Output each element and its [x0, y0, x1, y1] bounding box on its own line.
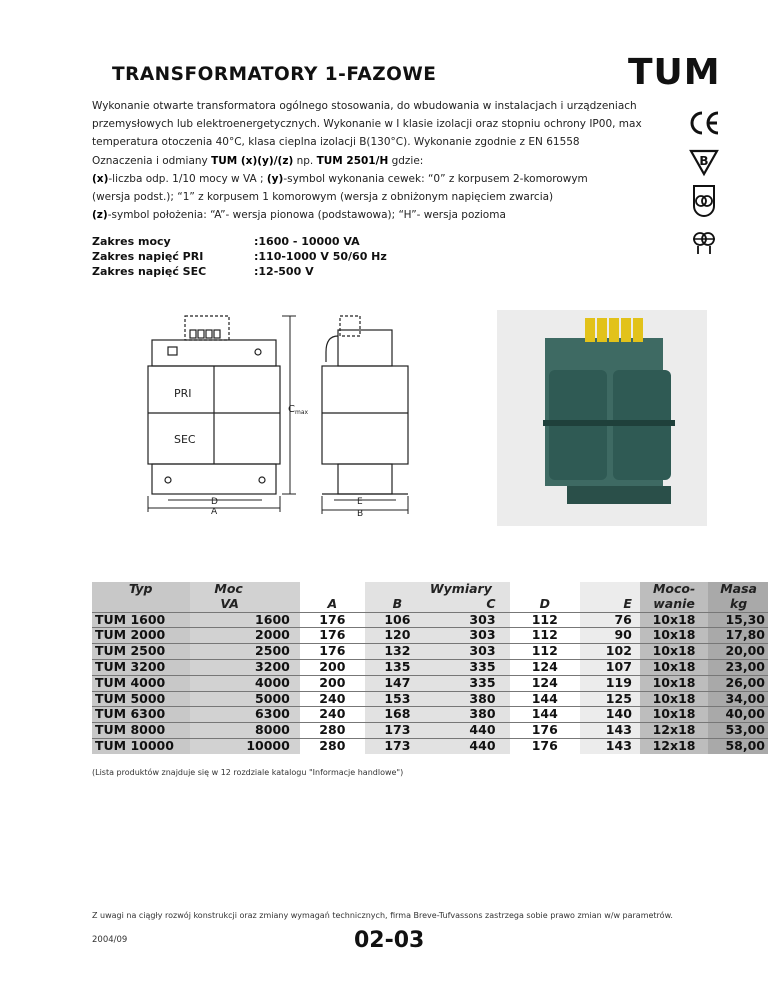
table-header-row [92, 597, 768, 612]
cell-d: 144 [510, 707, 580, 723]
cell-a: 176 [300, 644, 365, 660]
table-row [92, 723, 768, 739]
cell-d: 176 [510, 738, 580, 753]
table-row [92, 675, 768, 691]
cell-typ: TUM 4000 [92, 675, 190, 691]
spec-table [92, 582, 768, 754]
cell-a: 280 [300, 738, 365, 753]
designation-example: TUM 2501/H [316, 154, 389, 167]
cell-masa: 26,00 [708, 675, 768, 691]
intro-line: przemysłowych lub elektroenergetycznych. Wykonanie w I klasie izolacji oraz stopniu ochrony IP00, max [92, 118, 642, 131]
symbol-x: (x) [92, 172, 109, 185]
intro-text-fragment: gdzie: [388, 154, 424, 167]
cell-moc: 2000 [190, 628, 299, 644]
cell-mocowanie: 10x18 [640, 628, 708, 644]
short-circuit-proof-icon [690, 226, 718, 256]
header-spacer [300, 582, 365, 597]
secondary-winding-label: SEC [174, 433, 196, 446]
cell-a: 280 [300, 723, 365, 739]
intro-line: temperatura otoczenia 40°C, klasa cieplna izolacji B(130°C). Wykonanie zgodnie z EN 61558 [92, 136, 580, 149]
cell-mocowanie: 10x18 [640, 691, 708, 707]
cell-typ: TUM 6300 [92, 707, 190, 723]
header-b: B [365, 597, 430, 612]
cell-e: 143 [580, 723, 640, 739]
header-spacer [92, 597, 190, 612]
table-row [92, 738, 768, 753]
table-row [92, 644, 768, 660]
cell-b: 120 [365, 628, 430, 644]
spec-label: Zakres mocy [92, 235, 171, 248]
header-moc: Moc [190, 582, 299, 597]
cell-e: 140 [580, 707, 640, 723]
side-view-drawing [288, 312, 418, 519]
cell-masa: 53,00 [708, 723, 768, 739]
intro-line: Wykonanie otwarte transformatora ogólnego stosowania, do wbudowania w instalacjach i urządzeniach [92, 100, 637, 112]
header-spacer [510, 582, 580, 597]
table-row [92, 628, 768, 644]
intro-line [92, 170, 652, 188]
table-row [92, 659, 768, 675]
intro-text-fragment: -liczba odp. 1/10 mocy w VA ; [108, 172, 267, 185]
table-row [92, 691, 768, 707]
cell-masa: 40,00 [708, 707, 768, 723]
cell-a: 200 [300, 659, 365, 675]
ce-mark-icon [687, 110, 721, 136]
dimension-a-label: A [211, 507, 218, 517]
b-certification-icon [688, 148, 720, 176]
spec-label: Zakres napięć PRI [92, 250, 204, 263]
cell-e: 90 [580, 628, 640, 644]
header-d: D [510, 597, 580, 612]
dimension-cmax-label [288, 404, 309, 416]
cell-b: 147 [365, 675, 430, 691]
spec-label: Zakres napięć SEC [92, 265, 207, 278]
header-spacer [580, 582, 640, 597]
intro-text-fragment: np. [293, 154, 317, 167]
symbol-z: (z) [92, 209, 108, 222]
spec-ranges [92, 234, 387, 279]
cmax-main: C [288, 404, 295, 415]
cell-b: 132 [365, 644, 430, 660]
header-moco-2: wanie [640, 597, 708, 612]
cell-e: 143 [580, 738, 640, 753]
issue-date: 2004/09 [92, 935, 128, 945]
cell-masa: 23,00 [708, 659, 768, 675]
cell-e: 76 [580, 612, 640, 628]
cell-c: 303 [430, 612, 510, 628]
cell-d: 144 [510, 691, 580, 707]
cell-moc: 4000 [190, 675, 299, 691]
dimension-d-label: D [211, 497, 218, 507]
cell-d: 112 [510, 628, 580, 644]
cell-e: 119 [580, 675, 640, 691]
header-masa: Masa [708, 582, 768, 597]
cell-b: 173 [365, 738, 430, 753]
cell-c: 440 [430, 738, 510, 753]
cell-c: 335 [430, 675, 510, 691]
cell-d: 124 [510, 675, 580, 691]
intro-text-fragment: -symbol położenia: “A”- wersja pionowa (podstawowa); “H”- wersja pozioma [107, 209, 506, 222]
certification-marks [680, 110, 728, 256]
svg-text:B: B [699, 154, 709, 168]
page-title: TRANSFORMATORY 1-FAZOWE [112, 64, 437, 85]
footer-disclaimer: Z uwagi na ciągły rozwój konstrukcji oraz zmiany wymagań technicznych, firma Breve-Tufvassons zastrzega sobie prawo zmian w/w parametrów. [92, 911, 673, 920]
header-e: E [580, 597, 640, 612]
product-photo [497, 310, 707, 526]
cell-typ: TUM 1600 [92, 612, 190, 628]
product-code: TUM [628, 52, 721, 93]
header-a: A [300, 597, 365, 612]
dimension-b-label: B [357, 509, 364, 519]
cell-typ: TUM 2000 [92, 628, 190, 644]
cell-moc: 5000 [190, 691, 299, 707]
cell-a: 176 [300, 628, 365, 644]
cell-masa: 17,80 [708, 628, 768, 644]
cell-mocowanie: 12x18 [640, 723, 708, 739]
cell-e: 107 [580, 659, 640, 675]
cell-moc: 6300 [190, 707, 299, 723]
intro-text-fragment: Oznaczenia i odmiany [92, 154, 212, 167]
cell-c: 380 [430, 707, 510, 723]
cell-mocowanie: 10x18 [640, 612, 708, 628]
cell-d: 124 [510, 659, 580, 675]
intro-line: (wersja podst.); “1” z korpusem 1 komorowym (wersja z obniżonym napięciem zwarcia) [92, 191, 554, 204]
intro-line [92, 152, 652, 170]
cell-mocowanie: 10x18 [640, 675, 708, 691]
intro-text-fragment: -symbol wykonania cewek: “0” z korpusem 2-komorowym [283, 172, 588, 185]
header-moco-1: Moco- [640, 582, 708, 597]
header-wymiary: Wymiary [430, 582, 510, 597]
cell-c: 303 [430, 628, 510, 644]
cell-b: 106 [365, 612, 430, 628]
spec-value: :1600 - 10000 VA [254, 235, 360, 248]
cell-mocowanie: 10x18 [640, 644, 708, 660]
spec-row [92, 264, 387, 279]
cell-e: 102 [580, 644, 640, 660]
cell-c: 380 [430, 691, 510, 707]
cell-d: 112 [510, 644, 580, 660]
front-view-drawing [138, 312, 298, 518]
spec-value: :110-1000 V 50/60 Hz [254, 250, 387, 263]
cell-c: 303 [430, 644, 510, 660]
header-typ: Typ [92, 582, 190, 597]
table-body [92, 612, 768, 754]
cell-c: 335 [430, 659, 510, 675]
cell-typ: TUM 3200 [92, 659, 190, 675]
safety-transformer-icon [690, 184, 718, 218]
cell-b: 168 [365, 707, 430, 723]
cell-typ: TUM 8000 [92, 723, 190, 739]
cell-masa: 58,00 [708, 738, 768, 753]
cell-b: 135 [365, 659, 430, 675]
header-spacer [365, 582, 430, 597]
intro-text [92, 97, 652, 224]
symbol-y: (y) [266, 172, 284, 185]
cell-c: 440 [430, 723, 510, 739]
header-moc-unit: VA [190, 597, 299, 612]
spec-value: :12-500 V [254, 265, 314, 278]
cell-typ: TUM 2500 [92, 644, 190, 660]
cell-a: 240 [300, 707, 365, 723]
cell-d: 112 [510, 612, 580, 628]
cell-moc: 1600 [190, 612, 299, 628]
cell-b: 173 [365, 723, 430, 739]
table-header-row [92, 582, 768, 597]
cell-d: 176 [510, 723, 580, 739]
cell-masa: 15,30 [708, 612, 768, 628]
cell-moc: 8000 [190, 723, 299, 739]
transformer-illustration [497, 310, 707, 526]
header-c: C [430, 597, 510, 612]
cell-masa: 20,00 [708, 644, 768, 660]
designation-code: TUM (x)(y)/(z) [211, 154, 294, 167]
spec-row [92, 249, 387, 264]
cell-a: 200 [300, 675, 365, 691]
cell-a: 176 [300, 612, 365, 628]
cell-moc: 10000 [190, 738, 299, 753]
cell-typ: TUM 5000 [92, 691, 190, 707]
cell-mocowanie: 10x18 [640, 659, 708, 675]
cell-moc: 2500 [190, 644, 299, 660]
cell-mocowanie: 10x18 [640, 707, 708, 723]
page-number: 02-03 [354, 928, 425, 953]
cell-b: 153 [365, 691, 430, 707]
table-row [92, 612, 768, 628]
dimension-e-label: E [357, 497, 363, 507]
cmax-sub: max [294, 409, 309, 416]
table-row [92, 707, 768, 723]
cell-moc: 3200 [190, 659, 299, 675]
primary-winding-label: PRI [174, 387, 192, 400]
header-masa-unit: kg [708, 597, 768, 612]
cell-mocowanie: 12x18 [640, 738, 708, 753]
cell-e: 125 [580, 691, 640, 707]
cell-typ: TUM 10000 [92, 738, 190, 753]
cell-masa: 34,00 [708, 691, 768, 707]
spec-row [92, 234, 387, 249]
cell-a: 240 [300, 691, 365, 707]
intro-line [92, 206, 652, 224]
catalog-note: (Lista produktów znajduje się w 12 rozdziale katalogu "Informacje handlowe") [92, 768, 404, 777]
